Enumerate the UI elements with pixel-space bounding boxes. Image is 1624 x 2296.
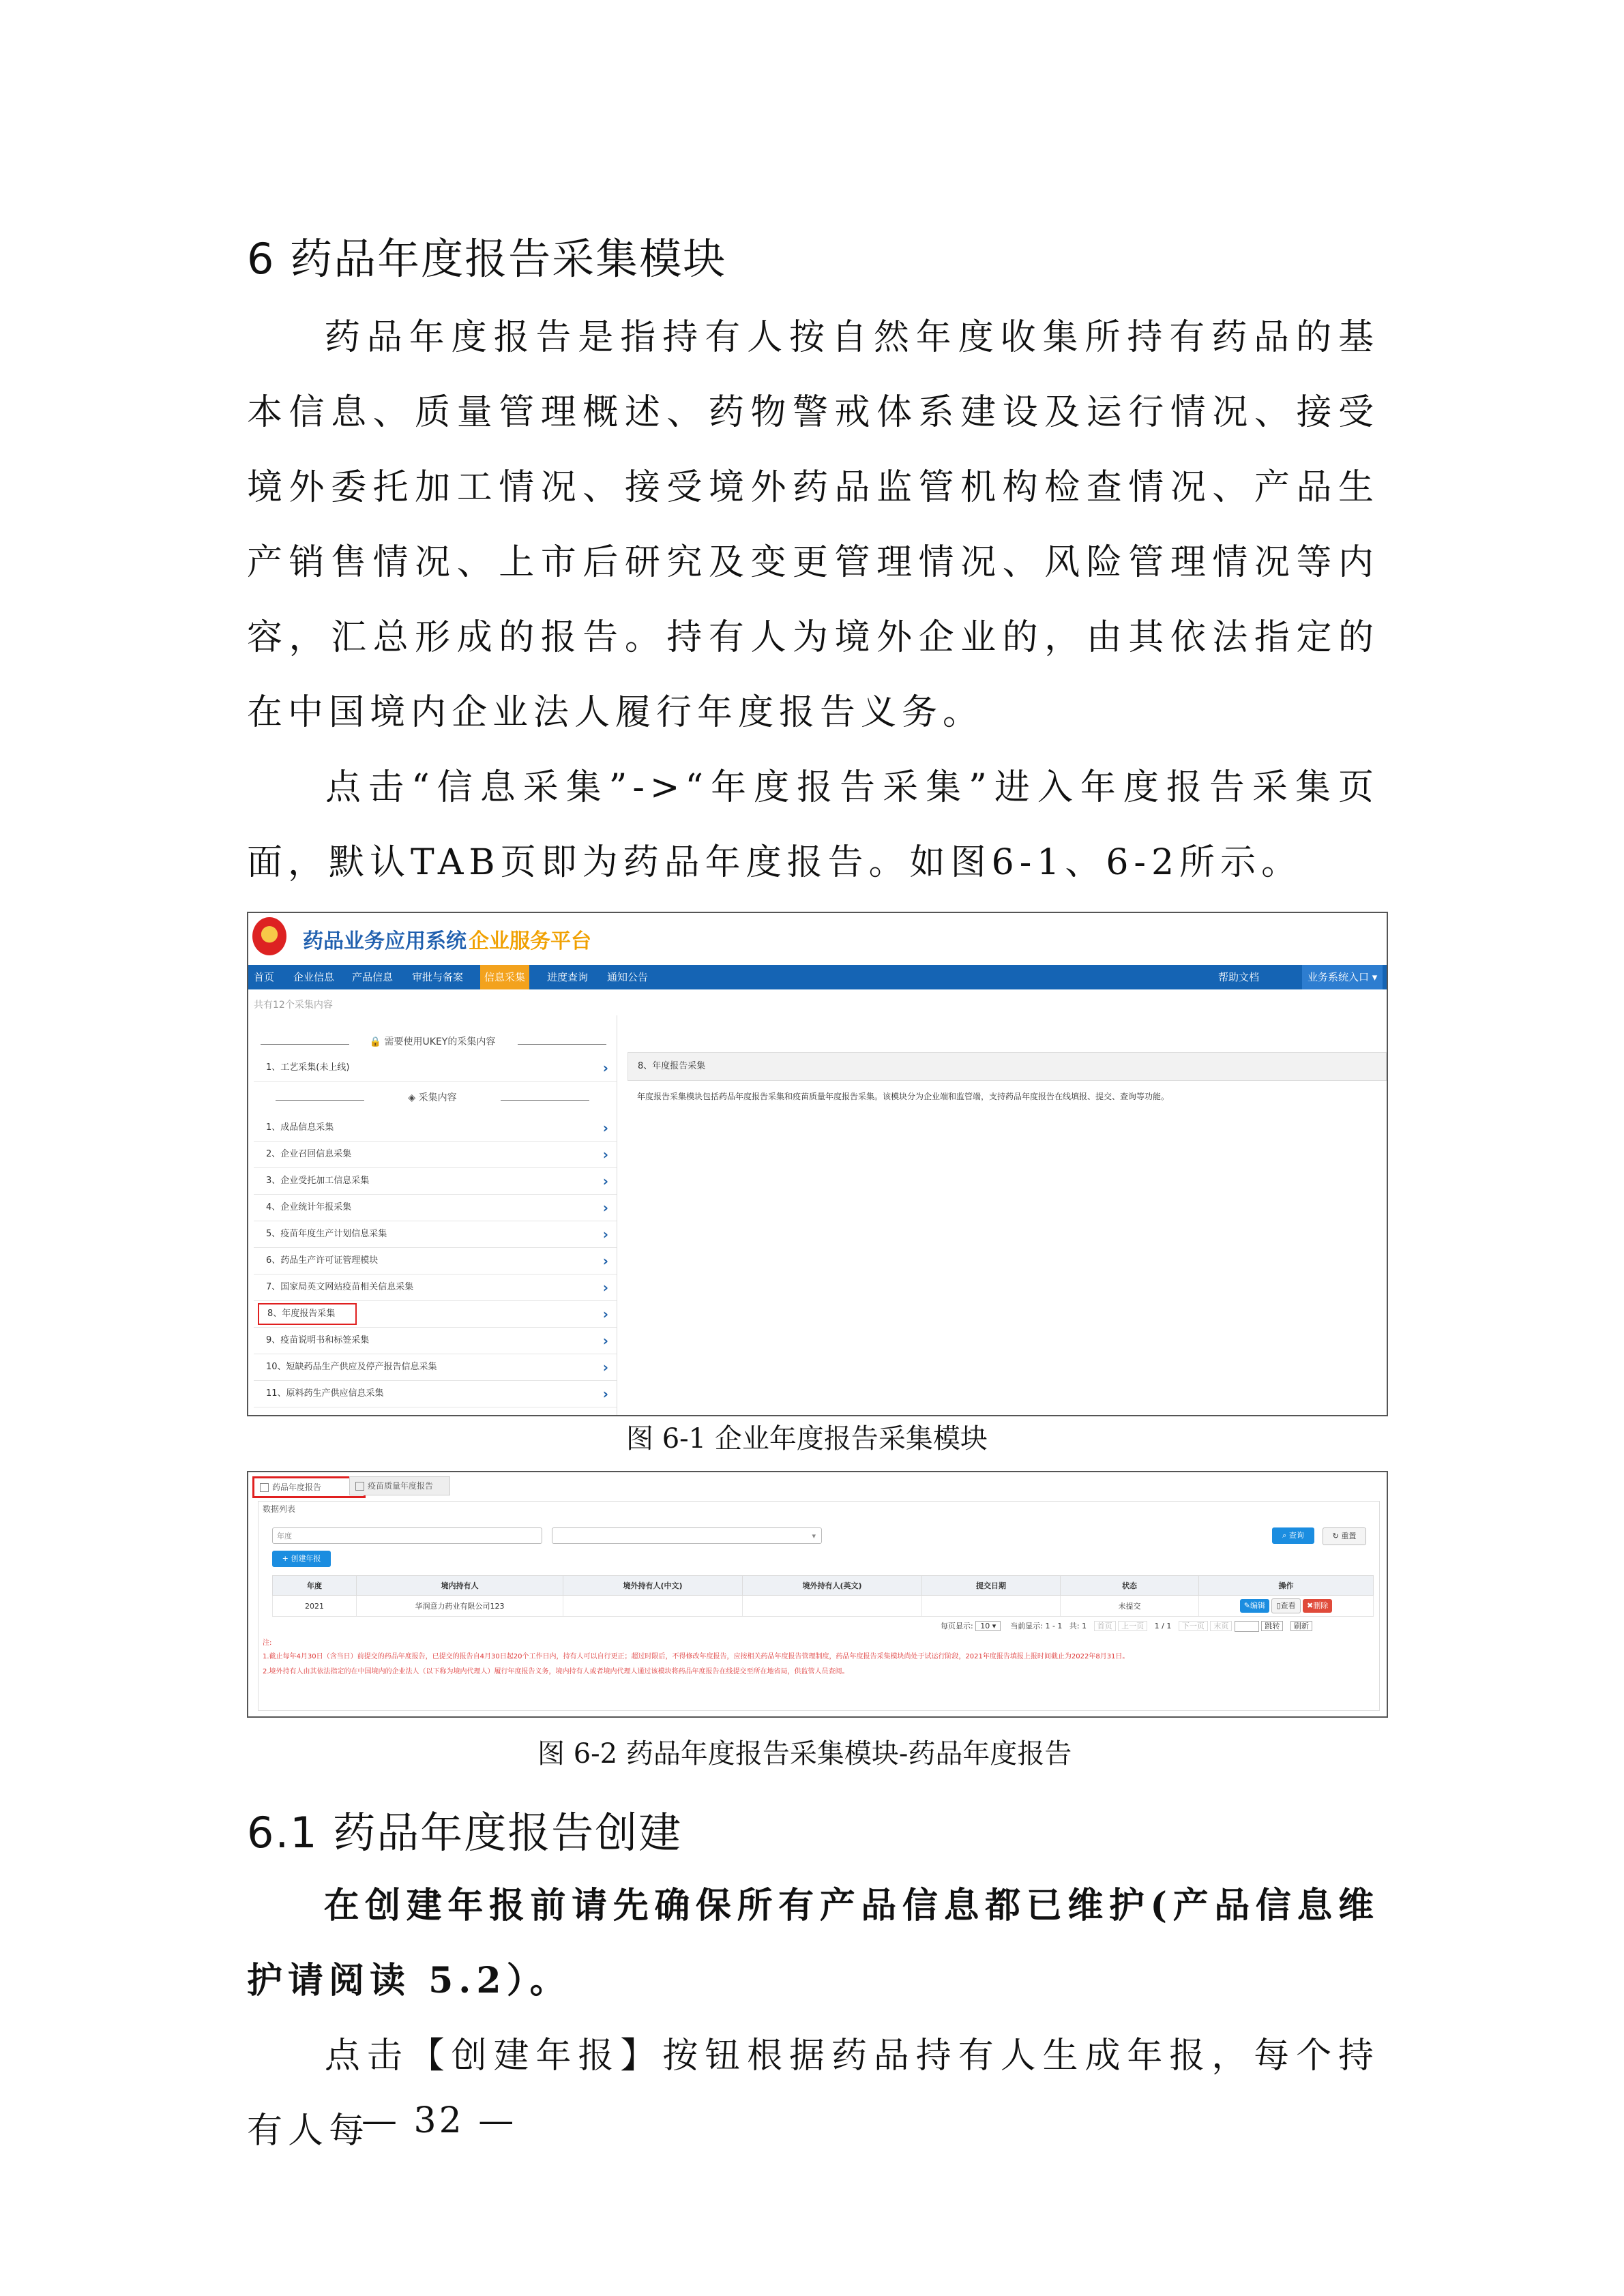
system-entry-label: 业务系统入口 [1308,971,1370,983]
column-header: 操作 [1199,1576,1374,1596]
refresh-icon: ↻ [1332,1532,1339,1540]
nav-info-collection[interactable]: 信息采集 [480,965,529,989]
chevron-down-icon: ▾ [812,1532,816,1540]
list-item-annual-report[interactable]: 8、年度报告采集 › [254,1301,617,1328]
chevron-right-icon: › [602,1226,608,1242]
note-1: 1.截止每年4月30日（含当日）前提交的药品年度报告，已提交的报告自4月30日起20个工作日内，持有人可以自行更正；超过时限后，不得修改年度报告，应按相关药品年度报告管理制度，药品年度报告采集模块尚处于试运行阶段，2021年度报告填报上报时间截止为2022年8月31日。 [263,1653,1130,1660]
cell-foreign-cn [563,1596,743,1617]
nav-approval[interactable]: 审批与备案 [412,971,464,983]
main-nav [248,965,1387,989]
list-item[interactable]: 5、疫苗年度生产计划信息采集 › [254,1221,617,1248]
chevron-right-icon: › [602,1279,608,1296]
cell-date [922,1596,1061,1617]
chevron-right-icon: › [602,1199,608,1216]
jump-button[interactable]: 跳转 [1261,1621,1283,1631]
showing-range: 当前显示: 1 - 1 [1010,1622,1063,1630]
figure-6-1-screenshot [247,912,1388,1416]
chevron-right-icon: › [602,1173,608,1189]
prev-page-button[interactable]: 上一页 [1118,1621,1147,1631]
tab-label: 疫苗质量年度报告 [368,1481,434,1491]
column-header: 境外持有人(英文) [743,1576,922,1596]
per-page-select[interactable]: 10 ▾ [975,1621,1001,1631]
divider [276,1100,364,1101]
intro-paragraph-text: 药品年度报告是指持有人按自然年度收集所持有药品的基本信息、质量管理概述、药物警戒体系建设及运行情况、接受境外委托加工情况、接受境外药品监管机构检查情况、产品生产销售情况、上市后研究及变更管理情况、风险管理情况等内容，汇总形成的报告。持有人为境外企业的，由其依法指定的在中国境内企业法人履行年度报告义务。 [247,317,1379,733]
page-indicator: 1 / 1 [1154,1622,1172,1630]
year-input[interactable]: 年度 [272,1527,542,1544]
table-header-row [273,1576,1374,1596]
tab-label: 药品年度报告 [272,1482,322,1492]
nav-notices[interactable]: 通知公告 [607,971,649,983]
chevron-right-icon: › [602,1060,608,1076]
ukey-section-header [248,1034,617,1055]
detail-description: 年度报告采集模块包括药品年度报告采集和疫苗质量年度报告采集。该模块分为企业端和监管端，支持药品年度报告在线填报、提交、查询等功能。 [637,1092,1170,1101]
nav-company-info[interactable]: 企业信息 [293,971,335,983]
data-list-panel [258,1501,1380,1711]
list-item[interactable]: 4、企业统计年报采集 › [254,1195,617,1221]
system-name: 药品业务应用系统 [303,929,467,953]
list-item[interactable]: 7、国家局英文网站疫苗相关信息采集 › [254,1274,617,1301]
document-icon: ▯ [1276,1601,1281,1610]
per-page-label: 每页显示: [941,1622,973,1630]
figure-6-2-caption: 图 6-2 药品年度报告采集模块-药品年度报告 [537,1738,1072,1770]
page-jump-input[interactable] [1235,1621,1259,1632]
first-page-button[interactable]: 首页 [1094,1621,1116,1631]
chevron-right-icon: › [602,1386,608,1402]
delete-button[interactable]: ✖删除 [1303,1599,1332,1613]
column-header: 年度 [273,1576,357,1596]
list-item[interactable]: 9、疫苗说明书和标签采集 › [254,1328,617,1354]
pagination [941,1620,1312,1632]
navigation-paragraph [247,750,1379,900]
divider [518,1044,606,1045]
checkbox-icon [355,1482,364,1491]
cell-foreign-en [743,1596,922,1617]
section-heading-6: 6 药品年度报告采集模块 [247,234,727,284]
column-header: 状态 [1061,1576,1199,1596]
chevron-right-icon: › [602,1253,608,1269]
nav-help-docs[interactable]: 帮助文档 [1218,971,1260,983]
bold-note-text: 在创建年报前请先确保所有产品信息都已维护(产品信息维护请阅读 5.2）。 [247,1885,1379,2001]
edit-icon: ✎ [1243,1601,1250,1610]
section-heading-6-1: 6.1 药品年度报告创建 [247,1808,683,1858]
create-report-text: 点击【创建年报】按钮根据药品持有人生成年报，每个持有人每 [247,2036,1379,2151]
refresh-button[interactable]: 刷新 [1290,1621,1312,1631]
list-item[interactable]: 6、药品生产许可证管理模块 › [254,1248,617,1274]
lock-icon: 🔒 [369,1037,382,1047]
chevron-right-icon: › [602,1359,608,1375]
page-number: — 32 — [361,2100,517,2141]
last-page-button[interactable]: 末页 [1210,1621,1232,1631]
report-table [272,1575,1374,1617]
chevron-right-icon: › [602,1146,608,1163]
app-header [248,913,1387,965]
nav-progress[interactable]: 进度查询 [547,971,589,983]
cube-icon: ◈ [408,1092,416,1103]
create-report-button[interactable]: + 创建年报 [272,1551,331,1567]
navigation-paragraph-text: 点击“信息采集”->“年度报告采集”进入年度报告采集页面，默认TAB页即为药品年度报告。如图6-1、6-2所示。 [247,767,1379,883]
list-item[interactable]: 11、原料药生产供应信息采集 › [254,1381,617,1407]
list-item[interactable]: 3、企业受托加工信息采集 › [254,1168,617,1195]
nav-home[interactable]: 首页 [254,971,275,983]
chevron-right-icon: › [602,1332,608,1349]
column-header: 提交日期 [922,1576,1061,1596]
intro-paragraph [247,300,1379,750]
collect-section-header [248,1090,617,1111]
nav-product-info[interactable]: 产品信息 [352,971,394,983]
checkbox-icon [260,1483,269,1492]
list-item[interactable]: 2、企业召回信息采集 › [254,1142,617,1168]
bold-note-paragraph [247,1868,1379,2018]
panel-title: 数据列表 [263,1504,296,1514]
cell-holder: 华润意力药业有限公司123 [357,1596,563,1617]
divider [501,1100,589,1101]
notes-label: 注: [263,1639,272,1647]
ukey-section-title: 需要使用UKEY的采集内容 [384,1037,496,1047]
list-item[interactable]: 1、成品信息采集 › [254,1115,617,1142]
next-page-button[interactable]: 下一页 [1179,1621,1208,1631]
reset-button[interactable]: ↻ 重置 [1323,1527,1366,1545]
chevron-right-icon: › [602,1120,608,1136]
chevron-down-icon: ▾ [1372,971,1378,983]
figure-6-1-caption: 图 6-1 企业年度报告采集模块 [626,1423,988,1455]
table-row [273,1596,1374,1617]
system-subname: 企业服务平台 [469,929,591,953]
view-button[interactable]: ▯查看 [1271,1598,1300,1613]
search-button[interactable]: ⌕ 查询 [1272,1527,1314,1544]
cell-year: 2021 [273,1596,357,1617]
plus-icon: + [282,1554,289,1563]
national-emblem-icon [252,917,286,955]
collection-count: 共有12个采集内容 [254,1000,333,1011]
chevron-right-icon: › [602,1306,608,1322]
figure-6-2-screenshot [247,1471,1388,1718]
note-2: 2.境外持有人由其依法指定的在中国境内的企业法人（以下称为境内代理人）履行年度报告义务，境内持有人或者境内代理人通过该模块将药品年度报告在线提交至所在地省局，供监管人员查阅。 [263,1668,849,1675]
divider [261,1044,349,1045]
tab-vaccine-annual-report[interactable] [349,1476,450,1495]
edit-button[interactable]: ✎编辑 [1240,1599,1269,1613]
nav-system-entry[interactable] [1302,965,1383,989]
column-header: 境外持有人(中文) [563,1576,743,1596]
create-report-paragraph [247,2018,1379,2168]
cell-actions [1199,1596,1374,1617]
detail-title: 8、年度报告采集 [628,1052,1387,1081]
collection-list [248,1015,617,1415]
list-item[interactable]: 1、工艺采集(未上线) › [254,1055,617,1082]
trash-icon: ✖ [1307,1601,1314,1610]
cell-status: 未提交 [1061,1596,1199,1617]
collect-section-title: 采集内容 [418,1092,457,1103]
holder-select[interactable] [552,1527,822,1544]
search-icon: ⌕ [1282,1531,1287,1540]
list-item[interactable]: 10、短缺药品生产供应及停产报告信息采集 › [254,1354,617,1381]
total-count: 共: 1 [1069,1622,1087,1630]
column-header: 境内持有人 [357,1576,563,1596]
detail-panel [628,1052,1387,1415]
